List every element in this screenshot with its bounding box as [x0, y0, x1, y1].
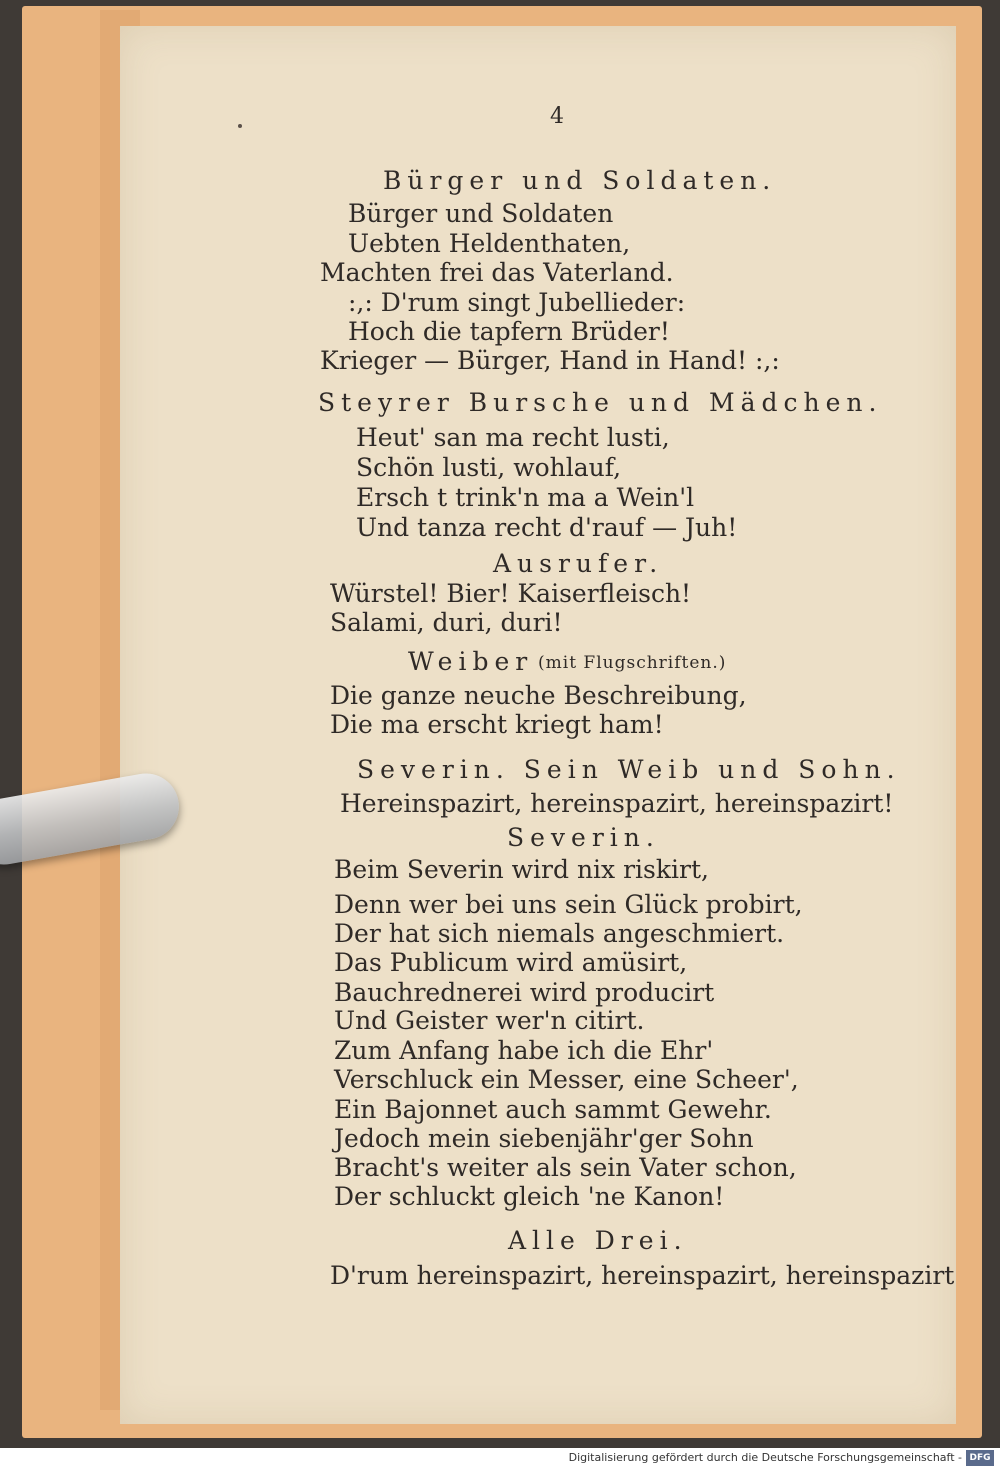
- verse-line: Hereinspazirt, hereinspazirt, hereinspazirt!: [340, 789, 894, 818]
- section-heading-note: (mit Flugschriften.): [538, 653, 727, 673]
- verse-line: Jedoch mein siebenjähr'ger Sohn: [334, 1124, 754, 1153]
- page-speck: [238, 124, 242, 128]
- verse-line: Hoch die tapfern Brüder!: [348, 317, 670, 346]
- verse-line: Bracht's weiter als sein Vater schon,: [334, 1153, 797, 1182]
- section-heading-severin: Severin.: [507, 823, 660, 852]
- verse-line: Zum Anfang habe ich die Ehr': [334, 1036, 714, 1065]
- section-heading-weiber: Weiber: [408, 647, 534, 676]
- verse-line: Salami, duri, duri!: [330, 608, 563, 637]
- verse-line: Ersch t trink'n ma a Wein'l: [356, 483, 695, 512]
- section-heading-severin-family: Severin. Sein Weib und Sohn.: [357, 755, 901, 784]
- verse-line: Bauchrednerei wird producirt: [334, 978, 715, 1007]
- verse-line: Die ma erscht kriegt ham!: [330, 710, 664, 739]
- verse-line: Uebten Heldenthaten,: [348, 229, 631, 258]
- section-heading-buerger: Bürger und Soldaten.: [383, 166, 777, 195]
- verse-line: D'rum hereinspazirt, hereinspazirt, hereinspazirt: [330, 1261, 955, 1290]
- verse-line: Schön lusti, wohlauf,: [356, 453, 622, 482]
- verse-line: Das Publicum wird amüsirt,: [334, 948, 688, 977]
- verse-line: Krieger — Bürger, Hand in Hand! :,:: [320, 346, 780, 375]
- verse-line: Bürger und Soldaten: [348, 199, 614, 228]
- section-heading-steyrer: Steyrer Bursche und Mädchen.: [318, 388, 883, 417]
- verse-line: Ein Bajonnet auch sammt Gewehr.: [334, 1095, 772, 1124]
- verse-line: Heut' san ma recht lusti,: [356, 423, 670, 452]
- verse-line: Machten frei das Vaterland.: [320, 258, 674, 287]
- verse-line: :,: D'rum singt Jubellieder:: [348, 288, 686, 317]
- page-number: 4: [550, 104, 564, 129]
- section-heading-ausrufer: Ausrufer.: [493, 549, 664, 578]
- verse-line: Und tanza recht d'rauf — Juh!: [356, 513, 738, 542]
- verse-line: Würstel! Bier! Kaiserfleisch!: [330, 579, 692, 608]
- verse-line: Die ganze neuche Beschreibung,: [330, 681, 747, 710]
- verse-line: Beim Severin wird nix riskirt,: [334, 855, 709, 884]
- verse-line: Denn wer bei uns sein Glück probirt,: [334, 890, 803, 919]
- section-heading-alle-drei: Alle Drei.: [508, 1226, 688, 1255]
- dfg-logo: DFG: [966, 1450, 994, 1466]
- verse-line: Verschluck ein Messer, eine Scheer',: [334, 1065, 799, 1094]
- verse-line: Und Geister wer'n citirt.: [334, 1006, 645, 1035]
- digitization-credit: Digitalisierung gefördert durch die Deutsche Forschungsgemeinschaft -: [568, 1451, 962, 1464]
- verse-line: Der schluckt gleich 'ne Kanon!: [334, 1182, 725, 1211]
- verse-line: Der hat sich niemals angeschmiert.: [334, 919, 785, 948]
